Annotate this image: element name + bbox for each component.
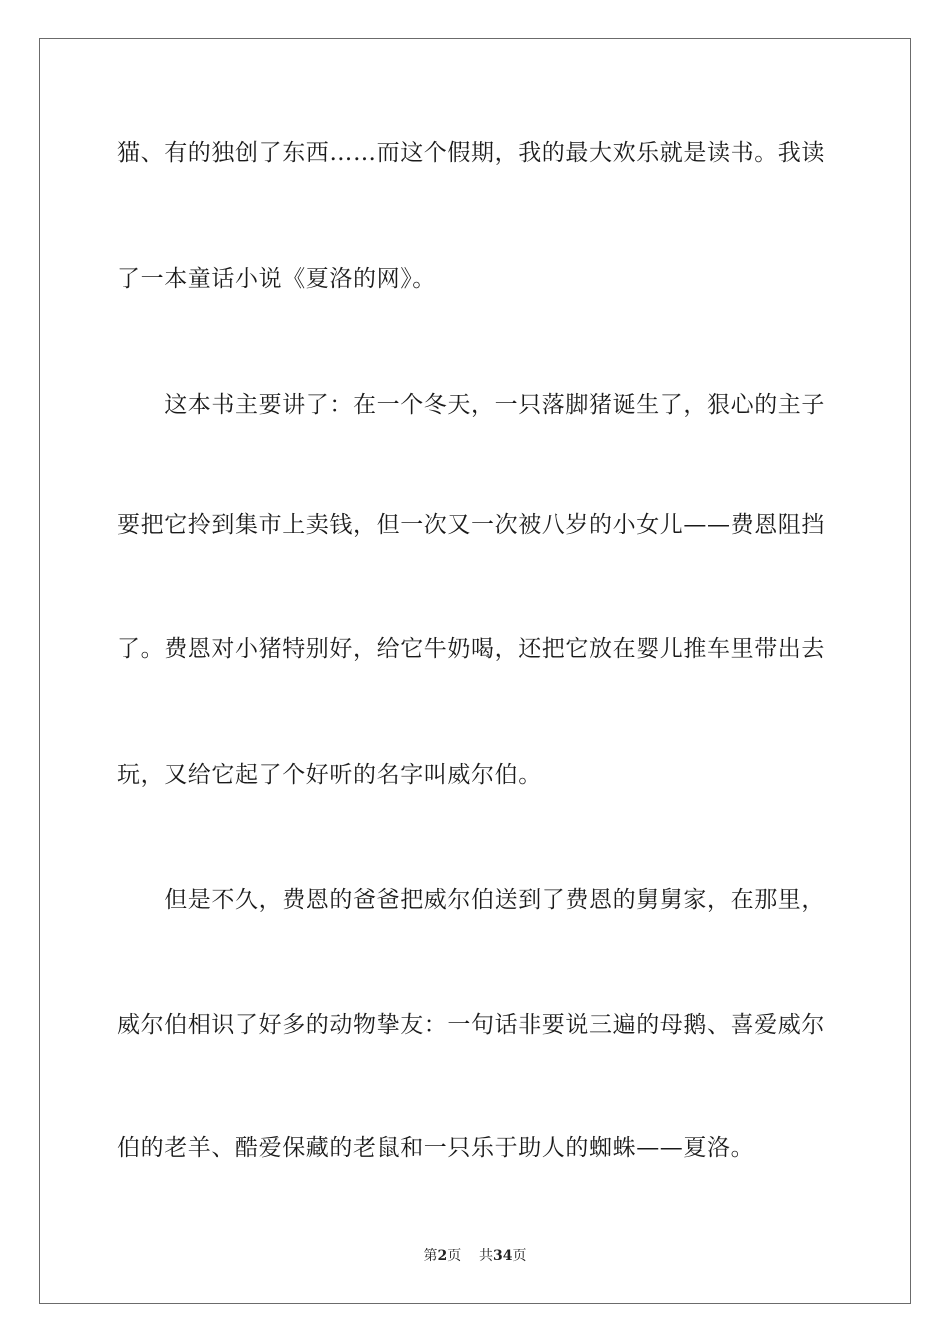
total-pages: 34: [493, 1248, 513, 1264]
page-number-prefix: 第: [423, 1248, 438, 1264]
page-footer: [0, 1247, 950, 1265]
page-number: 2: [437, 1248, 448, 1264]
body-line-2: 了一本童话小说《夏洛的网》。: [117, 266, 436, 292]
page-number-suffix: 页: [447, 1248, 462, 1264]
page-border: [39, 38, 911, 1304]
body-line-3: 这本书主要讲了：在一个冬天，一只落脚猪诞生了，狠心的主子: [117, 392, 825, 418]
body-line-8: 威尔伯相识了好多的动物挚友：一句话非要说三遍的母鹅、喜爱威尔: [117, 1012, 825, 1038]
body-line-1: 猫、有的独创了东西……而这个假期，我的最大欢乐就是读书。我读: [117, 140, 825, 166]
body-line-9: 伯的老羊、酷爱保藏的老鼠和一只乐于助人的蜘蛛——夏洛。: [117, 1135, 755, 1161]
body-line-5: 了。费恩对小猪特别好，给它牛奶喝，还把它放在婴儿推车里带出去: [117, 636, 825, 662]
total-pages-prefix: 共: [479, 1248, 494, 1264]
body-line-7: 但是不久，费恩的爸爸把威尔伯送到了费恩的舅舅家，在那里，: [117, 887, 825, 913]
total-pages-suffix: 页: [512, 1248, 527, 1264]
body-line-6: 玩，又给它起了个好听的名字叫威尔伯。: [117, 762, 542, 788]
body-line-4: 要把它拎到集市上卖钱，但一次又一次被八岁的小女儿——费恩阻挡: [117, 512, 825, 538]
